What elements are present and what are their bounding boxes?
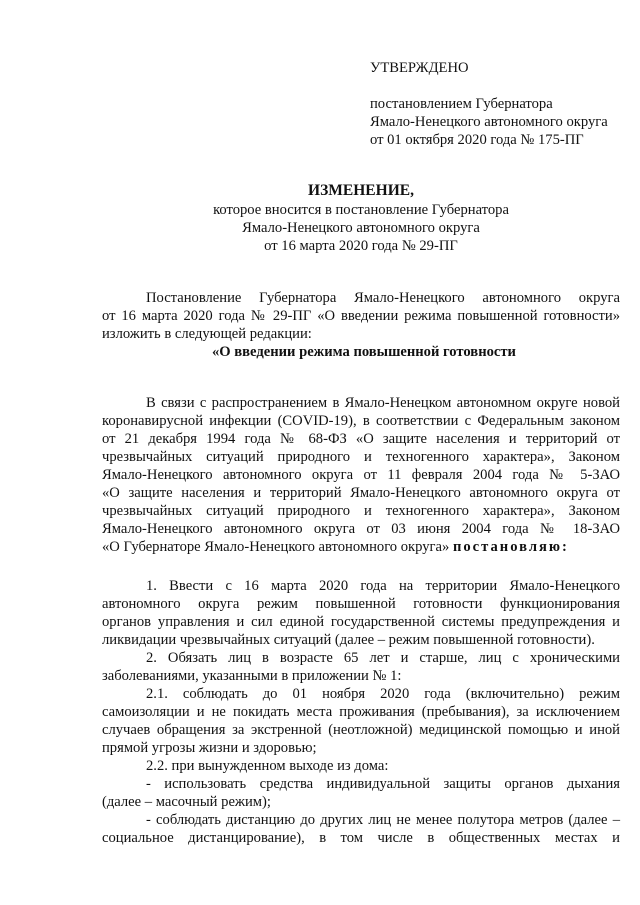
item-line: заболеваниями, указанными в приложении № 1: xyxy=(102,668,402,684)
item-line: случаев обращения за экстренной (неотложной) медицинской помощью и иной xyxy=(102,722,620,738)
document-title: ИЗМЕНЕНИЕ, xyxy=(308,182,414,199)
preamble-text: «О Губернаторе Ямало-Ненецкого автономного округа» xyxy=(102,539,450,555)
preamble-line: Ямало-Ненецкого автономного округа от 03 июня 2004 года № 18-ЗАО xyxy=(102,521,620,537)
item-line: социальное дистанцирование), в том числе в общественных местах и xyxy=(102,830,620,846)
item-line: 2.1. соблюдать до 01 ноября 2020 года (включительно) режим xyxy=(146,686,620,702)
heading-line: которое вносится в постановление Губернатора xyxy=(213,202,509,218)
approval-line: от 01 октября 2020 года № 175-ПГ xyxy=(370,132,584,148)
heading-line: Ямало-Ненецкого автономного округа xyxy=(242,220,480,236)
intro-line: от 16 марта 2020 года № 29-ПГ «О введении режима повышенной готовности» xyxy=(102,308,620,324)
item-line: 2. Обязать лиц в возрасте 65 лет и старше, лиц с хроническими xyxy=(146,650,620,666)
preamble-line: В связи с распространением в Ямало-Ненецком автономном округе новой xyxy=(146,395,620,411)
item-line: прямой угрозы жизни и здоровью; xyxy=(102,740,317,756)
preamble-line: коронавирусной инфекции (COVID-19), в соответствии с Федеральным законом xyxy=(102,413,620,429)
approval-title: УТВЕРЖДЕНО xyxy=(370,60,469,76)
approval-line: Ямало-Ненецкого автономного округа xyxy=(370,114,608,130)
item-line: автономного округа режим повышенной готовности функционирования xyxy=(102,596,620,612)
preamble-line: чрезвычайных ситуаций природного и техногенного характера», Законом xyxy=(102,449,620,465)
item-line: 2.2. при вынужденном выходе из дома: xyxy=(146,758,389,774)
preamble-line: «О защите населения и территорий Ямало-Ненецкого автономного округа от xyxy=(102,485,620,501)
approval-line: постановлением Губернатора xyxy=(370,96,553,112)
item-line: ликвидации чрезвычайных ситуаций (далее – режим повышенной готовности). xyxy=(102,632,595,648)
intro-line: Постановление Губернатора Ямало-Ненецкого автономного округа xyxy=(146,290,620,306)
preamble-line xyxy=(102,537,569,557)
heading-line: от 16 марта 2020 года № 29-ПГ xyxy=(264,238,458,254)
decree-word: постановляю: xyxy=(452,539,569,555)
item-line: органов управления и сил единой государственной системы предупреждения и xyxy=(102,614,620,630)
item-line: (далее – масочный режим); xyxy=(102,794,271,810)
preamble-line: чрезвычайных ситуаций природного и техногенного характера», Законом xyxy=(102,503,620,519)
intro-line: изложить в следующей редакции: xyxy=(102,326,312,342)
preamble-line: от 21 декабря 1994 года № 68-ФЗ «О защите населения и территорий от xyxy=(102,431,620,447)
decree-title: «О введении режима повышенной готовности xyxy=(212,344,516,360)
preamble-line: Ямало-Ненецкого автономного округа от 11 февраля 2004 года № 5-ЗАО xyxy=(102,467,620,483)
item-line: 1. Ввести с 16 марта 2020 года на территории Ямало-Ненецкого xyxy=(146,578,620,594)
item-line: - соблюдать дистанцию до других лиц не менее полутора метров (далее – xyxy=(146,812,620,828)
item-line: - использовать средства индивидуальной защиты органов дыхания xyxy=(146,776,620,792)
item-line: самоизоляции и не покидать места проживания (пребывания), за исключением xyxy=(102,704,620,720)
